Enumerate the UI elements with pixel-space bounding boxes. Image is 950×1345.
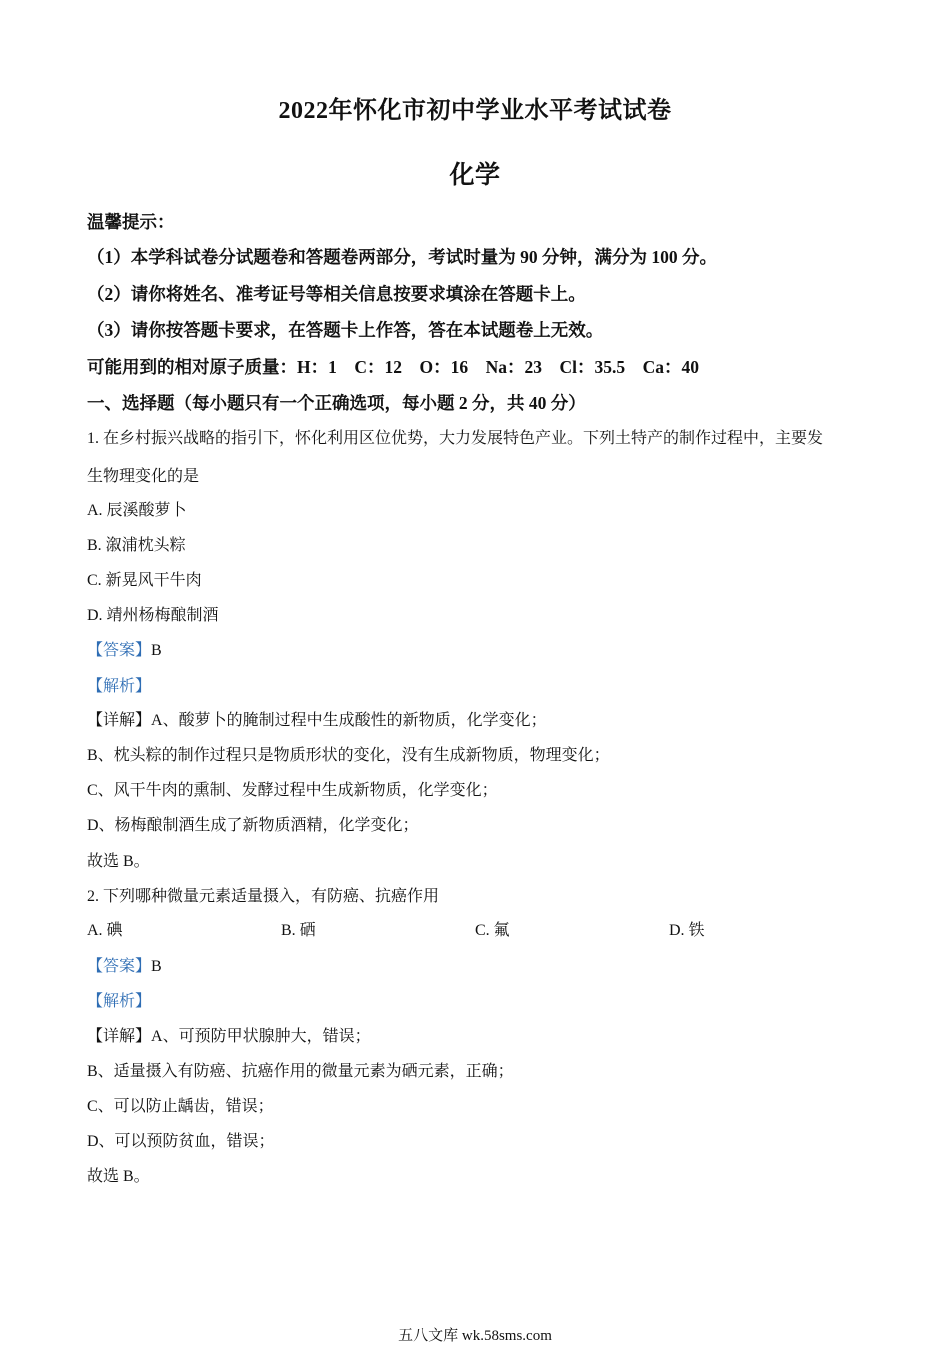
q2-answer-value: B xyxy=(151,958,162,975)
q2-stem: 2. 下列哪种微量元素适量摄入，有防癌、抗癌作用 xyxy=(87,888,440,905)
q1-stem-line2: 生物理变化的是 xyxy=(87,468,200,485)
footer-watermark: 五八文库 wk.58sms.com xyxy=(398,1328,552,1344)
notice-item-1: （1）本学科试卷分试题卷和答题卷两部分，考试时量为 90 分钟，满分为 100 分。 xyxy=(87,247,717,267)
notice-heading: 温馨提示： xyxy=(87,212,175,232)
q1-detail-line-1 xyxy=(87,710,547,732)
q1-stem-line1: 1. 在乡村振兴战略的指引下，怀化利用区位优势，大力发展特色产业。下列土特产的制作过程中，主要发 xyxy=(87,430,824,447)
notice-item-3: （3）请你按答题卡要求，在答题卡上作答，答在本试题卷上无效。 xyxy=(87,320,604,340)
q1-answer-label: 【答案】 xyxy=(87,642,152,659)
q1-conclusion: 故选 B。 xyxy=(87,853,150,870)
q2-detail-line-3: C、可以防止龋齿，错误； xyxy=(87,1098,274,1115)
q1-detail-line-4: D、杨梅酿制酒生成了新物质酒精，化学变化； xyxy=(87,817,419,834)
q2-option-d: D. 铁 xyxy=(669,922,705,939)
exam-title: 2022年怀化市初中学业水平考试试卷 xyxy=(278,98,672,124)
q2-option-a: A. 碘 xyxy=(87,922,123,939)
q1-option-d: D. 靖州杨梅酿制酒 xyxy=(87,607,219,624)
q2-detail-text-1: A、可预防甲状腺肿大，错误； xyxy=(151,1028,371,1045)
q1-option-b: B. 溆浦枕头粽 xyxy=(87,537,186,554)
q1-option-a: A. 辰溪酸萝卜 xyxy=(87,502,187,519)
q1-option-c: C. 新晃风干牛肉 xyxy=(87,572,202,589)
q2-answer-label: 【答案】 xyxy=(87,958,152,975)
q1-analysis-label: 【解析】 xyxy=(87,678,152,695)
q1-detail-label: 【详解】 xyxy=(87,712,152,729)
q1-answer-row xyxy=(87,640,162,662)
q1-detail-line-3: C、风干牛肉的熏制、发酵过程中生成新物质，化学变化； xyxy=(87,782,498,799)
q2-detail-label: 【详解】 xyxy=(87,1028,152,1045)
q1-answer-value: B xyxy=(151,642,162,659)
q2-analysis-label: 【解析】 xyxy=(87,993,152,1010)
q2-answer-row xyxy=(87,956,162,978)
q2-detail-line-1 xyxy=(87,1026,371,1048)
q2-detail-line-2: B、适量摄入有防癌、抗癌作用的微量元素为硒元素，正确； xyxy=(87,1063,514,1080)
subject-title: 化学 xyxy=(449,162,501,189)
q2-conclusion: 故选 B。 xyxy=(87,1168,150,1185)
q2-option-c: C. 氟 xyxy=(475,922,510,939)
q2-option-b: B. 硒 xyxy=(281,922,316,939)
q1-detail-line-2: B、枕头粽的制作过程只是物质形状的变化，没有生成新物质，物理变化； xyxy=(87,747,610,764)
section-heading: 一、选择题（每小题只有一个正确选项，每小题 2 分，共 40 分） xyxy=(87,393,586,413)
notice-item-2: （2）请你将姓名、准考证号等相关信息按要求填涂在答题卡上。 xyxy=(87,284,586,304)
atomic-masses: 可能用到的相对原子质量：H：1 C：12 O：16 Na：23 Cl：35.5 Ca：40 xyxy=(87,357,700,377)
q2-detail-line-4: D、可以预防贫血，错误； xyxy=(87,1133,275,1150)
q1-detail-text-1: A、酸萝卜的腌制过程中生成酸性的新物质，化学变化； xyxy=(151,712,547,729)
